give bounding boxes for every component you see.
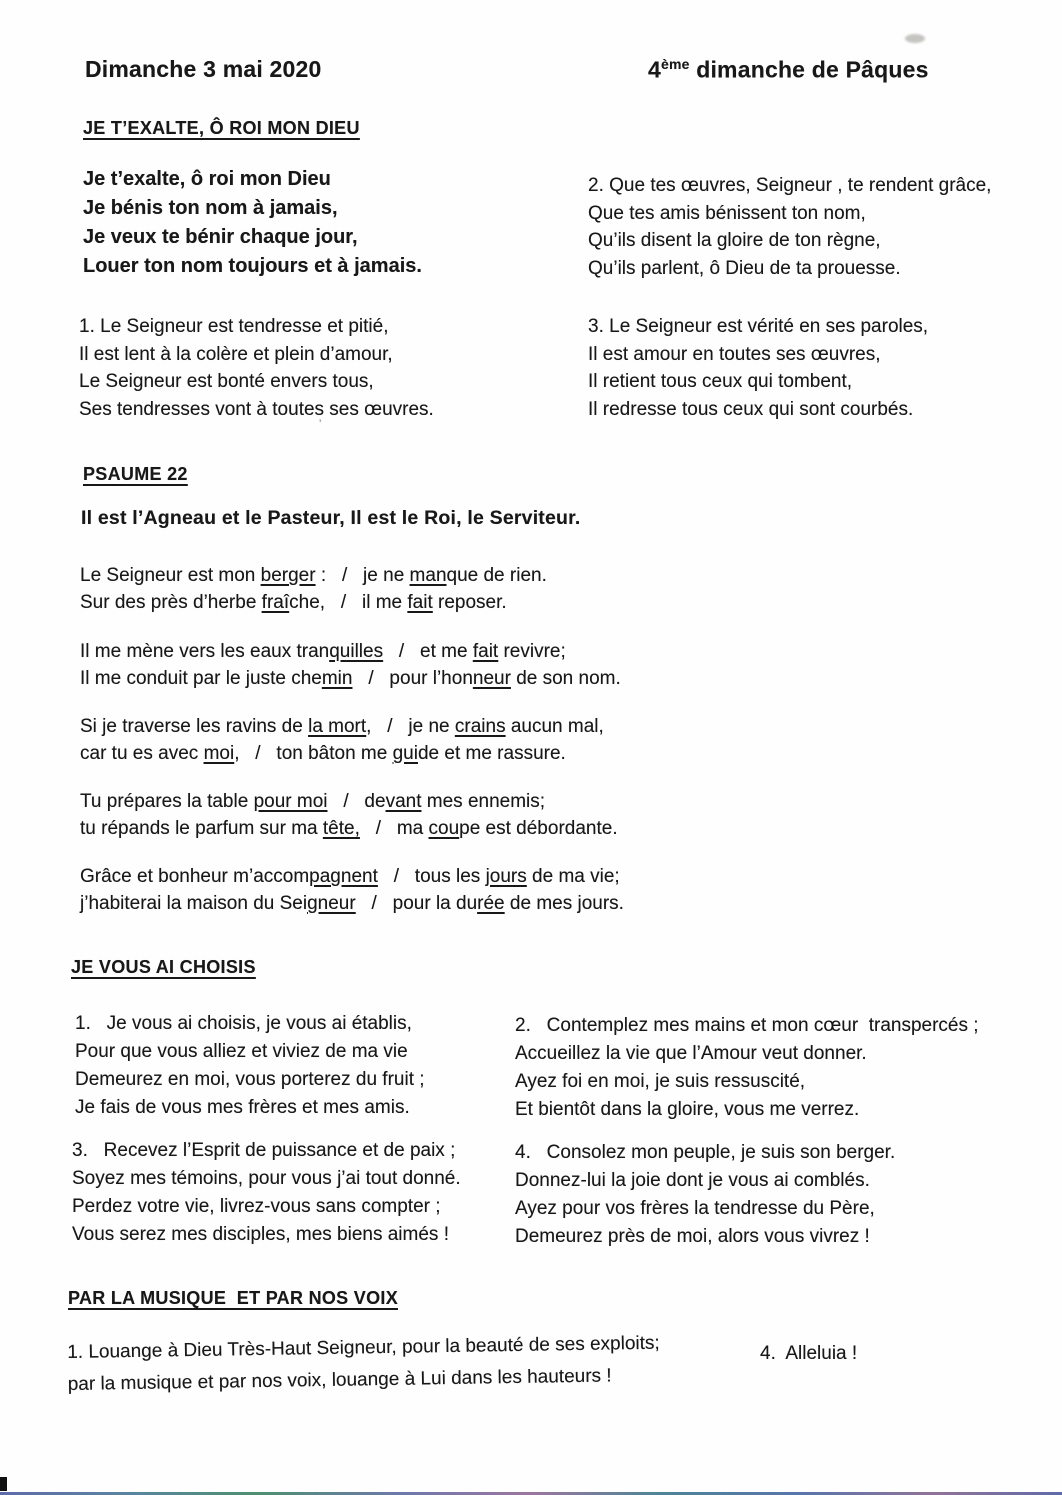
text-line: Sur des près d’herbe fraîche, / il me fait reposer. [80, 592, 507, 613]
text-line: 1. Le Seigneur est tendresse et pitié, [79, 316, 389, 337]
text-line: tu répands le parfum sur ma tête, / ma coupe est débordante. [80, 818, 618, 839]
text-line: Qu’ils disent la gloire de ton règne, [588, 230, 881, 251]
text-line: Ayez foi en moi, je suis ressuscité, [515, 1071, 806, 1092]
text-line: Il retient tous ceux qui tombent, [588, 371, 853, 392]
psalm-stanza-2 [80, 638, 621, 692]
text-line: Il me mène vers les eaux tranquilles / et me fait revivre; [80, 641, 566, 662]
text-line: Donnez-lui la joie dont je vous ai comblés. [515, 1170, 870, 1191]
text-line: Vous serez mes disciples, mes biens aimés ! [72, 1224, 449, 1245]
text-line: Demeurez en moi, vous porterez du fruit ; [75, 1069, 425, 1090]
song2-verse-3 [72, 1137, 461, 1249]
text-line: Je fais de vous mes frères et mes amis. [75, 1097, 410, 1118]
song2-title: JE VOUS AI CHOISIS [71, 957, 256, 977]
psalm-stanza-4 [80, 788, 618, 842]
text-line: Ses tendresses vont à toutes ses œuvres. [79, 398, 434, 420]
song3-title: PAR LA MUSIQUE ET PAR NOS VOIX [68, 1288, 398, 1308]
text-line: 1. Je vous ai choisis, je vous ai établis, [75, 1013, 412, 1034]
text-line: par la musique et par nos voix, louange à Lui dans les hauteurs ! [67, 1365, 612, 1395]
text-line: Le Seigneur est mon berger : / je ne manque de rien. [80, 565, 547, 586]
text-line: Il est lent à la colère et plein d’amour, [79, 343, 393, 365]
text-line: Tu prépares la table pour moi / devant mes ennemis; [80, 791, 546, 812]
psalm-stanza-1 [80, 562, 547, 616]
header-date: Dimanche 3 mai 2020 [85, 56, 322, 82]
text-line: Accueillez la vie que l’Amour veut donner. [515, 1043, 867, 1064]
song1-title: JE T’EXALTE, Ô ROI MON DIEU [83, 118, 360, 138]
song3-verse-1 [67, 1328, 660, 1401]
feast-number: 4 [648, 56, 661, 83]
text-line: 3. Recevez l’Esprit de puissance et de paix ; [72, 1140, 456, 1161]
text-line: Le Seigneur est bonté envers tous, [79, 371, 374, 392]
song1-verse-1 [79, 313, 434, 423]
feast-text: dimanche de Pâques [689, 56, 929, 83]
feast-ordinal-sup: ème [661, 56, 690, 72]
text-line: Grâce et bonheur m’accompagnent / tous les jours de ma vie; [80, 866, 620, 887]
text-line: 4. Consolez mon peuple, je suis son berger. [515, 1142, 896, 1163]
text-line: 2. Contemplez mes mains et mon cœur transpercés ; [515, 1015, 979, 1036]
text-line: Perdez votre vie, livrez-vous sans compter ; [72, 1196, 441, 1217]
text-line: Demeurez près de moi, alors vous vivrez ! [515, 1226, 870, 1247]
song2-verse-2 [515, 1012, 979, 1124]
psalm-title: PSAUME 22 [83, 464, 188, 484]
text-line: Il redresse tous ceux qui sont courbés. [588, 398, 914, 420]
header-feast [648, 56, 929, 84]
text-line: j’habiterai la maison du Seigneur / pour la durée de mes jours. [80, 893, 624, 914]
text-line: Si je traverse les ravins de la mort, / je ne crains aucun mal, [80, 716, 604, 737]
text-line: Soyez mes témoins, pour vous j’ai tout donné. [72, 1168, 461, 1189]
text-line: Il me conduit par le juste chemin / pour l’honneur de son nom. [80, 668, 621, 689]
text-line: Je bénis ton nom à jamais, [83, 197, 338, 219]
text-line: Et bientôt dans la gloire, vous me verrez. [515, 1099, 860, 1120]
scan-smudge [905, 34, 925, 43]
psalm-stanza-3 [80, 713, 604, 767]
text-line: Que tes amis bénissent ton nom, [588, 202, 866, 224]
text-line: Je veux te bénir chaque jour, [83, 226, 358, 248]
text-line: Ayez pour vos frères la tendresse du Père, [515, 1198, 875, 1219]
text-line: Je t’exalte, ô roi mon Dieu [83, 168, 331, 190]
song1-verse-3 [588, 313, 928, 423]
scan-corner-mark [0, 1477, 7, 1491]
song1-refrain [83, 165, 422, 281]
song3-alleluia: 4. Alleluia ! [760, 1343, 858, 1364]
text-line: Qu’ils parlent, ô Dieu de ta prouesse. [588, 257, 901, 279]
song1-verse-2 [588, 172, 991, 282]
text-line: 3. Le Seigneur est vérité en ses paroles, [588, 316, 929, 337]
text-line: Louer ton nom toujours et à jamais. [83, 255, 422, 277]
text-line: Il est amour en toutes ses œuvres, [588, 343, 881, 365]
text-line: Pour que vous alliez et viviez de ma vie [75, 1041, 408, 1062]
psalm-stanza-5 [80, 863, 624, 917]
scan-speck: ’ [319, 418, 322, 430]
psalm-antiphon: Il est l’Agneau et le Pasteur, Il est le Roi, le Serviteur. [81, 507, 581, 529]
song2-verse-1 [75, 1010, 425, 1122]
text-line: car tu es avec moi, / ton bâton me guide et me rassure. [80, 743, 566, 764]
text-line: 1. Louange à Dieu Très-Haut Seigneur, pour la beauté de ses exploits; [67, 1332, 660, 1363]
song2-verse-4 [515, 1139, 895, 1251]
text-line: 2. Que tes œuvres, Seigneur , te rendent grâce, [588, 175, 992, 196]
